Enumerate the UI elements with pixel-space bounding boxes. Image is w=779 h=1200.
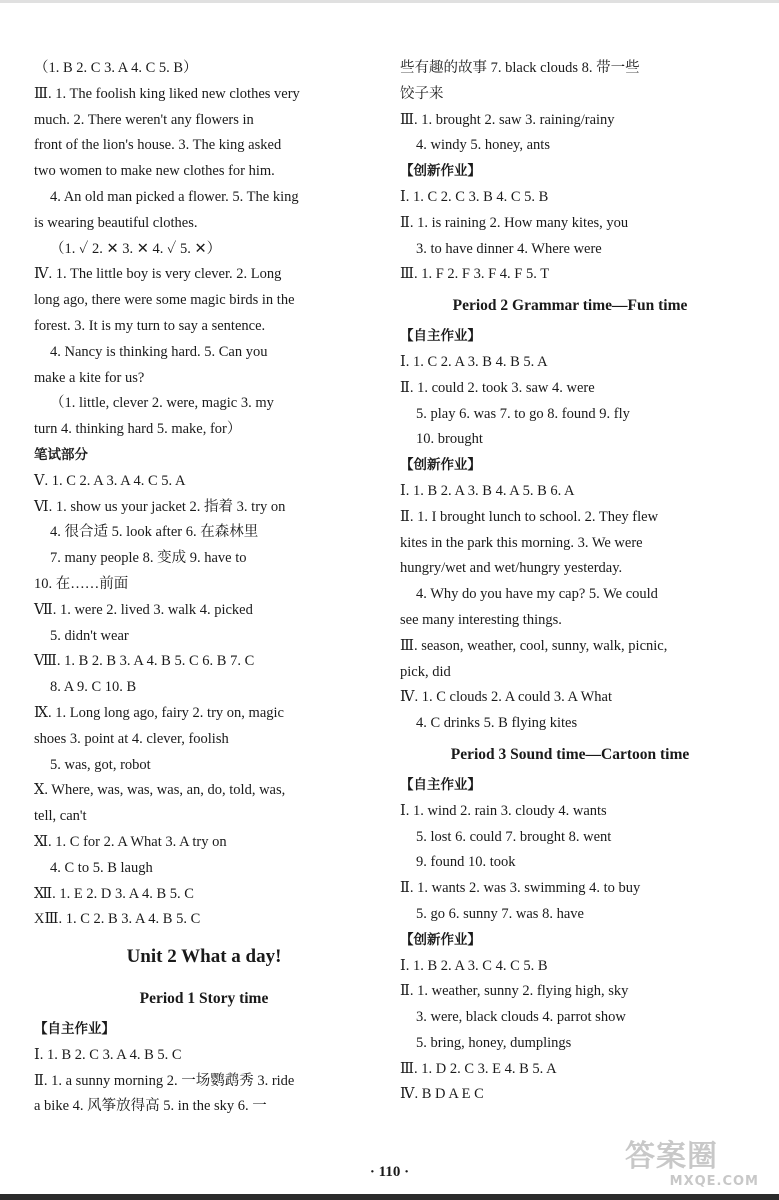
- answer-line: 4. 很合适 5. look after 6. 在森林里: [50, 524, 259, 541]
- answer-line: （1. B 2. C 3. A 4. C 5. B）: [34, 60, 198, 76]
- answer-line: Ⅺ. 1. C for 2. A What 3. A try on: [34, 833, 227, 850]
- answer-line: 4. windy 5. honey, ants: [416, 137, 550, 154]
- answer-line: 4. An old man picked a flower. 5. The king: [50, 188, 299, 205]
- answer-line: Ⅲ. 1. D 2. C 3. E 4. B 5. A: [400, 1060, 557, 1077]
- answer-line: 8. A 9. C 10. B: [50, 679, 137, 696]
- answer-line: two women to make new clothes for him.: [34, 163, 275, 180]
- answer-line: 5. bring, honey, dumplings: [416, 1034, 572, 1051]
- section-label: 笔试部分: [34, 446, 88, 463]
- left-column: [34, 56, 374, 1120]
- answer-line: much. 2. There weren't any flowers in: [34, 111, 254, 128]
- section-label: 【自主作业】: [400, 776, 481, 793]
- answer-line: 5. was, got, robot: [50, 756, 151, 773]
- answer-line: Ⅲ. 1. The foolish king liked new clothes very: [34, 85, 300, 102]
- answer-line: turn 4. thinking hard 5. make, for）: [34, 421, 242, 438]
- answer-line: Ⅱ. 1. could 2. took 3. saw 4. were: [400, 379, 595, 396]
- answer-line: Ⅴ. 1. C 2. A 3. A 4. C 5. A: [34, 472, 186, 489]
- answer-line: 4. C drinks 5. B flying kites: [416, 715, 578, 732]
- answer-line: is wearing beautiful clothes.: [34, 214, 198, 231]
- answer-line: 些有趣的故事 7. black clouds 8. 带一些: [400, 60, 640, 76]
- answer-line: Ⅶ. 1. were 2. lived 3. walk 4. picked: [34, 601, 253, 618]
- answer-line: Ⅱ. 1. a sunny morning 2. 一场鹦鹉秀 3. ride: [34, 1072, 295, 1089]
- period-heading: Period 1 Story time: [139, 990, 269, 1008]
- answer-line: Ⅰ. 1. wind 2. rain 3. cloudy 4. wants: [400, 802, 607, 819]
- answer-line: Ⅱ. 1. weather, sunny 2. flying high, sky: [400, 983, 629, 1000]
- answer-line: 4. C to 5. B laugh: [50, 859, 153, 876]
- answer-line: 饺子来: [400, 85, 444, 102]
- page-number: · 110 ·: [369, 1164, 410, 1180]
- answer-line: make a kite for us?: [34, 369, 145, 386]
- scan-top-edge: [0, 0, 779, 3]
- answer-line: forest. 3. It is my turn to say a sentence.: [34, 317, 266, 334]
- watermark-bottom-text: MXQE.COM: [669, 1174, 759, 1189]
- answer-line: Ⅱ. 1. wants 2. was 3. swimming 4. to buy: [400, 880, 641, 897]
- answer-line: Ⅲ. 1. brought 2. saw 3. raining/rainy: [400, 111, 615, 128]
- answer-line: Ⅲ. season, weather, cool, sunny, walk, picnic,: [400, 637, 668, 654]
- scan-bottom-edge: [0, 1194, 779, 1200]
- site-watermark: [625, 1140, 765, 1194]
- answer-line: tell, can't: [34, 808, 87, 825]
- answer-line: XⅢ. 1. C 2. B 3. A 4. B 5. C: [34, 911, 201, 928]
- answer-line: Ⅰ. 1. B 2. A 3. B 4. A 5. B 6. A: [400, 482, 575, 499]
- answer-line: Ⅸ. 1. Long long ago, fairy 2. try on, magic: [34, 704, 284, 721]
- answer-line: front of the lion's house. 3. The king asked: [34, 137, 282, 154]
- answer-line: see many interesting things.: [400, 611, 562, 628]
- answer-line: Ⅱ. 1. I brought lunch to school. 2. They flew: [400, 508, 659, 525]
- answer-line: （1. ✓ 2. ✕ 3. ✕ 4. ✓ 5. ✕）: [50, 240, 222, 257]
- answer-line: 9. found 10. took: [416, 854, 516, 871]
- section-label: 【自主作业】: [400, 328, 481, 345]
- answer-line: Ⅳ. B D A E C: [400, 1086, 484, 1103]
- section-label: 【创新作业】: [400, 457, 481, 474]
- answer-line: Ⅳ. 1. C clouds 2. A could 3. A What: [400, 689, 612, 706]
- answer-line: Ⅷ. 1. B 2. B 3. A 4. B 5. C 6. B 7. C: [34, 653, 255, 670]
- period-heading: Period 2 Grammar time—Fun time: [452, 297, 688, 315]
- answer-line: Ⅱ. 1. is raining 2. How many kites, you: [400, 214, 629, 231]
- section-label: 【创新作业】: [400, 163, 481, 180]
- answer-line: 3. to have dinner 4. Where were: [416, 240, 602, 257]
- answer-line: 3. were, black clouds 4. parrot show: [416, 1009, 626, 1026]
- answer-line: kites in the park this morning. 3. We were: [400, 534, 643, 551]
- watermark-top-text: 答案圈: [625, 1139, 718, 1174]
- period-heading: Period 3 Sound time—Cartoon time: [450, 745, 690, 763]
- answer-line: 4. Why do you have my cap? 5. We could: [416, 586, 658, 603]
- answer-line: 10. 在……前面: [34, 575, 129, 592]
- section-label: 【创新作业】: [400, 931, 481, 948]
- answer-line: （1. little, clever 2. were, magic 3. my: [50, 395, 274, 412]
- answer-line: pick, did: [400, 663, 451, 680]
- answer-line: Ⅵ. 1. show us your jacket 2. 指着 3. try on: [34, 498, 286, 515]
- section-label: 【自主作业】: [34, 1021, 115, 1038]
- answer-line: 7. many people 8. 变成 9. have to: [50, 550, 247, 567]
- answer-line: 5. didn't wear: [50, 627, 129, 644]
- unit-heading: Unit 2 What a day!: [126, 946, 282, 968]
- answer-line: Ⅹ. Where, was, was, was, an, do, told, was,: [34, 782, 286, 799]
- answer-line: 5. go 6. sunny 7. was 8. have: [416, 905, 584, 922]
- answer-line: long ago, there were some magic birds in the: [34, 292, 295, 309]
- answer-line: Ⅳ. 1. The little boy is very clever. 2. Long: [34, 266, 282, 283]
- answer-line: Ⅲ. 1. F 2. F 3. F 4. F 5. T: [400, 266, 550, 283]
- right-column: [400, 56, 740, 1108]
- answer-line: 5. play 6. was 7. to go 8. found 9. fly: [416, 405, 630, 422]
- answer-line: hungry/wet and wet/hungry yesterday.: [400, 560, 623, 577]
- answer-line: Ⅰ. 1. C 2. C 3. B 4. C 5. B: [400, 188, 549, 205]
- answer-line: Ⅰ. 1. C 2. A 3. B 4. B 5. A: [400, 353, 548, 370]
- answer-line: Ⅰ. 1. B 2. A 3. C 4. C 5. B: [400, 957, 548, 974]
- answer-line: shoes 3. point at 4. clever, foolish: [34, 730, 229, 747]
- answer-line: a bike 4. 风筝放得高 5. in the sky 6. 一: [34, 1098, 267, 1115]
- answer-line: Ⅰ. 1. B 2. C 3. A 4. B 5. C: [34, 1046, 182, 1063]
- answer-line: 4. Nancy is thinking hard. 5. Can you: [50, 343, 268, 360]
- answer-line: Ⅻ. 1. E 2. D 3. A 4. B 5. C: [34, 885, 194, 902]
- answer-line: 10. brought: [416, 431, 483, 448]
- answer-line: 5. lost 6. could 7. brought 8. went: [416, 828, 612, 845]
